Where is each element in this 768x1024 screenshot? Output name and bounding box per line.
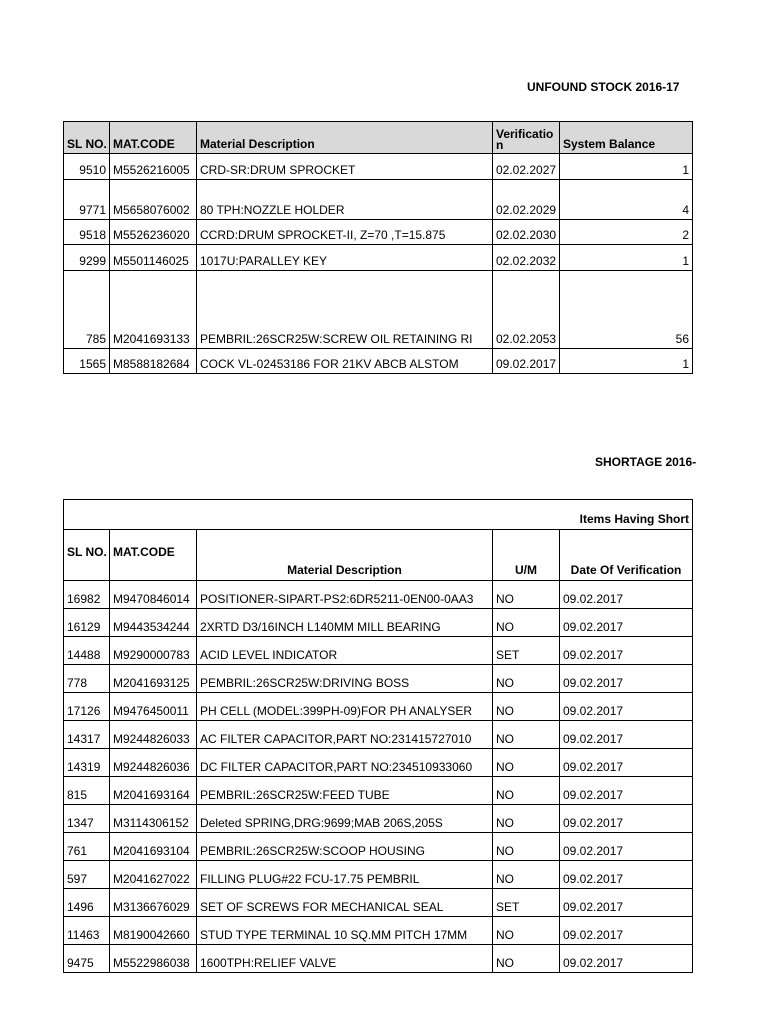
- cell-mat-code: M9290000783: [110, 637, 197, 665]
- cell-sl-no: 9518: [64, 220, 110, 245]
- cell-system-balance: 2: [560, 220, 693, 245]
- cell-verification: 02.02.2030: [493, 220, 560, 245]
- cell-sl-no: 14319: [64, 749, 110, 777]
- cell-date: 09.02.2017: [560, 861, 693, 889]
- cell-sl-no: 1565: [64, 349, 110, 374]
- cell-date: 09.02.2017: [560, 917, 693, 945]
- cell-sl-no: 9510: [64, 154, 110, 180]
- cell-date: 09.02.2017: [560, 889, 693, 917]
- cell-um: SET: [493, 637, 560, 665]
- cell-description: STUD TYPE TERMINAL 10 SQ.MM PITCH 17MM: [197, 917, 493, 945]
- cell-date: 09.02.2017: [560, 833, 693, 861]
- cell-um: NO: [493, 861, 560, 889]
- cell-description: 2XRTD D3/16INCH L140MM MILL BEARING: [197, 609, 493, 637]
- table-row: [64, 637, 693, 665]
- table-row: [64, 721, 693, 749]
- cell-sl-no: 1496: [64, 889, 110, 917]
- cell-sl-no: 17126: [64, 693, 110, 721]
- cell-mat-code: M5526216005: [110, 154, 197, 180]
- cell-sl-no: 9771: [64, 180, 110, 220]
- cell-um: NO: [493, 749, 560, 777]
- table-row: [64, 609, 693, 637]
- cell-verification: 02.02.2032: [493, 245, 560, 271]
- cell-description: CRD-SR:DRUM SPROCKET: [197, 154, 493, 180]
- cell-sl-no: 14488: [64, 637, 110, 665]
- cell-date: 09.02.2017: [560, 581, 693, 609]
- cell-description: Deleted SPRING,DRG:9699;MAB 206S,205S: [197, 805, 493, 833]
- cell-mat-code: M8588182684: [110, 349, 197, 374]
- cell-mat-code: M3136676029: [110, 889, 197, 917]
- cell-date: 09.02.2017: [560, 721, 693, 749]
- table-row: [64, 833, 693, 861]
- cell-mat-code: M2041693104: [110, 833, 197, 861]
- cell-um: NO: [493, 665, 560, 693]
- col-header-sl-no: SL NO.: [64, 122, 110, 154]
- cell-mat-code: M5658076002: [110, 180, 197, 220]
- col-header-verification: Verificatio n: [493, 122, 560, 154]
- cell-system-balance: 4: [560, 180, 693, 220]
- table-row: [64, 220, 693, 245]
- cell-system-balance: 1: [560, 154, 693, 180]
- cell-mat-code: M9470846014: [110, 581, 197, 609]
- table-row: [64, 777, 693, 805]
- cell-date: 09.02.2017: [560, 665, 693, 693]
- cell-date: 09.02.2017: [560, 805, 693, 833]
- cell-verification: 02.02.2029: [493, 180, 560, 220]
- cell-system-balance: 1: [560, 349, 693, 374]
- cell-description: PH CELL (MODEL:399PH-09)FOR PH ANALYSER: [197, 693, 493, 721]
- cell-um: NO: [493, 945, 560, 973]
- col-header-sl-no: SL NO.: [64, 530, 110, 581]
- cell-mat-code: M2041693125: [110, 665, 197, 693]
- cell-system-balance: 56: [560, 271, 693, 349]
- cell-um: SET: [493, 889, 560, 917]
- cell-sl-no: 16982: [64, 581, 110, 609]
- table-row: [64, 349, 693, 374]
- cell-mat-code: M3114306152: [110, 805, 197, 833]
- shortage-title: SHORTAGE 2016-: [595, 455, 697, 469]
- unfound-stock-table: [63, 121, 693, 374]
- col-header-system-balance: System Balance: [560, 122, 693, 154]
- cell-sl-no: 9475: [64, 945, 110, 973]
- table-row: [64, 945, 693, 973]
- cell-mat-code: M9443534244: [110, 609, 197, 637]
- cell-mat-code: M2041693133: [110, 271, 197, 349]
- cell-mat-code: M5522986038: [110, 945, 197, 973]
- cell-um: NO: [493, 833, 560, 861]
- cell-verification: 02.02.2053: [493, 271, 560, 349]
- cell-sl-no: 597: [64, 861, 110, 889]
- table-header-row: [64, 530, 693, 581]
- cell-description: 1600TPH:RELIEF VALVE: [197, 945, 493, 973]
- cell-um: NO: [493, 693, 560, 721]
- table-row: [64, 805, 693, 833]
- col-header-mat-code: MAT.CODE: [110, 122, 197, 154]
- cell-description: COCK VL-02453186 FOR 21KV ABCB ALSTOM: [197, 349, 493, 374]
- cell-date: 09.02.2017: [560, 609, 693, 637]
- cell-sl-no: 778: [64, 665, 110, 693]
- table-row: [64, 917, 693, 945]
- cell-um: NO: [493, 917, 560, 945]
- cell-description: PEMBRIL:26SCR25W:FEED TUBE: [197, 777, 493, 805]
- cell-description: POSITIONER-SIPART-PS2:6DR5211-0EN00-0AA3: [197, 581, 493, 609]
- cell-system-balance: 1: [560, 245, 693, 271]
- cell-date: 09.02.2017: [560, 945, 693, 973]
- table-row: [64, 271, 693, 349]
- cell-description: ACID LEVEL INDICATOR: [197, 637, 493, 665]
- cell-mat-code: M5501146025: [110, 245, 197, 271]
- cell-mat-code: M2041627022: [110, 861, 197, 889]
- cell-sl-no: 9299: [64, 245, 110, 271]
- cell-verification: 09.02.2017: [493, 349, 560, 374]
- shortage-table: [63, 499, 693, 973]
- cell-date: 09.02.2017: [560, 693, 693, 721]
- table-row: [64, 245, 693, 271]
- cell-sl-no: 761: [64, 833, 110, 861]
- cell-mat-code: M9244826036: [110, 749, 197, 777]
- cell-sl-no: 11463: [64, 917, 110, 945]
- cell-um: NO: [493, 805, 560, 833]
- cell-mat-code: M9476450011: [110, 693, 197, 721]
- table-row: [64, 180, 693, 220]
- items-having-shortage-label: Items Having Short: [64, 500, 693, 530]
- col-header-material-description: Material Description: [197, 122, 493, 154]
- cell-date: 09.02.2017: [560, 637, 693, 665]
- table-row: [64, 693, 693, 721]
- cell-description: DC FILTER CAPACITOR,PART NO:234510933060: [197, 749, 493, 777]
- cell-sl-no: 16129: [64, 609, 110, 637]
- cell-description: PEMBRIL:26SCR25W:DRIVING BOSS: [197, 665, 493, 693]
- cell-description: PEMBRIL:26SCR25W:SCOOP HOUSING: [197, 833, 493, 861]
- cell-um: NO: [493, 721, 560, 749]
- cell-description: SET OF SCREWS FOR MECHANICAL SEAL: [197, 889, 493, 917]
- table-row: [64, 581, 693, 609]
- cell-sl-no: 1347: [64, 805, 110, 833]
- cell-um: NO: [493, 609, 560, 637]
- cell-description: 1017U:PARALLEY KEY: [197, 245, 493, 271]
- cell-date: 09.02.2017: [560, 749, 693, 777]
- table-row: [64, 861, 693, 889]
- cell-sl-no: 815: [64, 777, 110, 805]
- cell-verification: 02.02.2027: [493, 154, 560, 180]
- cell-sl-no: 785: [64, 271, 110, 349]
- cell-mat-code: M8190042660: [110, 917, 197, 945]
- cell-um: NO: [493, 581, 560, 609]
- col-header-um: U/M: [493, 530, 560, 581]
- table-row: [64, 749, 693, 777]
- cell-description: PEMBRIL:26SCR25W:SCREW OIL RETAINING RI: [197, 271, 493, 349]
- col-header-mat-code: MAT.CODE: [110, 530, 197, 581]
- table-row: [64, 154, 693, 180]
- shortage-band-row: [64, 500, 693, 530]
- table-row: [64, 889, 693, 917]
- table-row: [64, 665, 693, 693]
- table-header-row: [64, 122, 693, 154]
- cell-mat-code: M9244826033: [110, 721, 197, 749]
- cell-sl-no: 14317: [64, 721, 110, 749]
- cell-um: NO: [493, 777, 560, 805]
- unfound-stock-title: UNFOUND STOCK 2016-17: [527, 80, 680, 94]
- cell-mat-code: M5526236020: [110, 220, 197, 245]
- cell-date: 09.02.2017: [560, 777, 693, 805]
- cell-description: 80 TPH:NOZZLE HOLDER: [197, 180, 493, 220]
- cell-mat-code: M2041693164: [110, 777, 197, 805]
- cell-description: AC FILTER CAPACITOR,PART NO:231415727010: [197, 721, 493, 749]
- cell-description: FILLING PLUG#22 FCU-17.75 PEMBRIL: [197, 861, 493, 889]
- cell-description: CCRD:DRUM SPROCKET-II, Z=70 ,T=15.875: [197, 220, 493, 245]
- col-header-material-description: Material Description: [197, 530, 493, 581]
- col-header-date-of-verification: Date Of Verification: [560, 530, 693, 581]
